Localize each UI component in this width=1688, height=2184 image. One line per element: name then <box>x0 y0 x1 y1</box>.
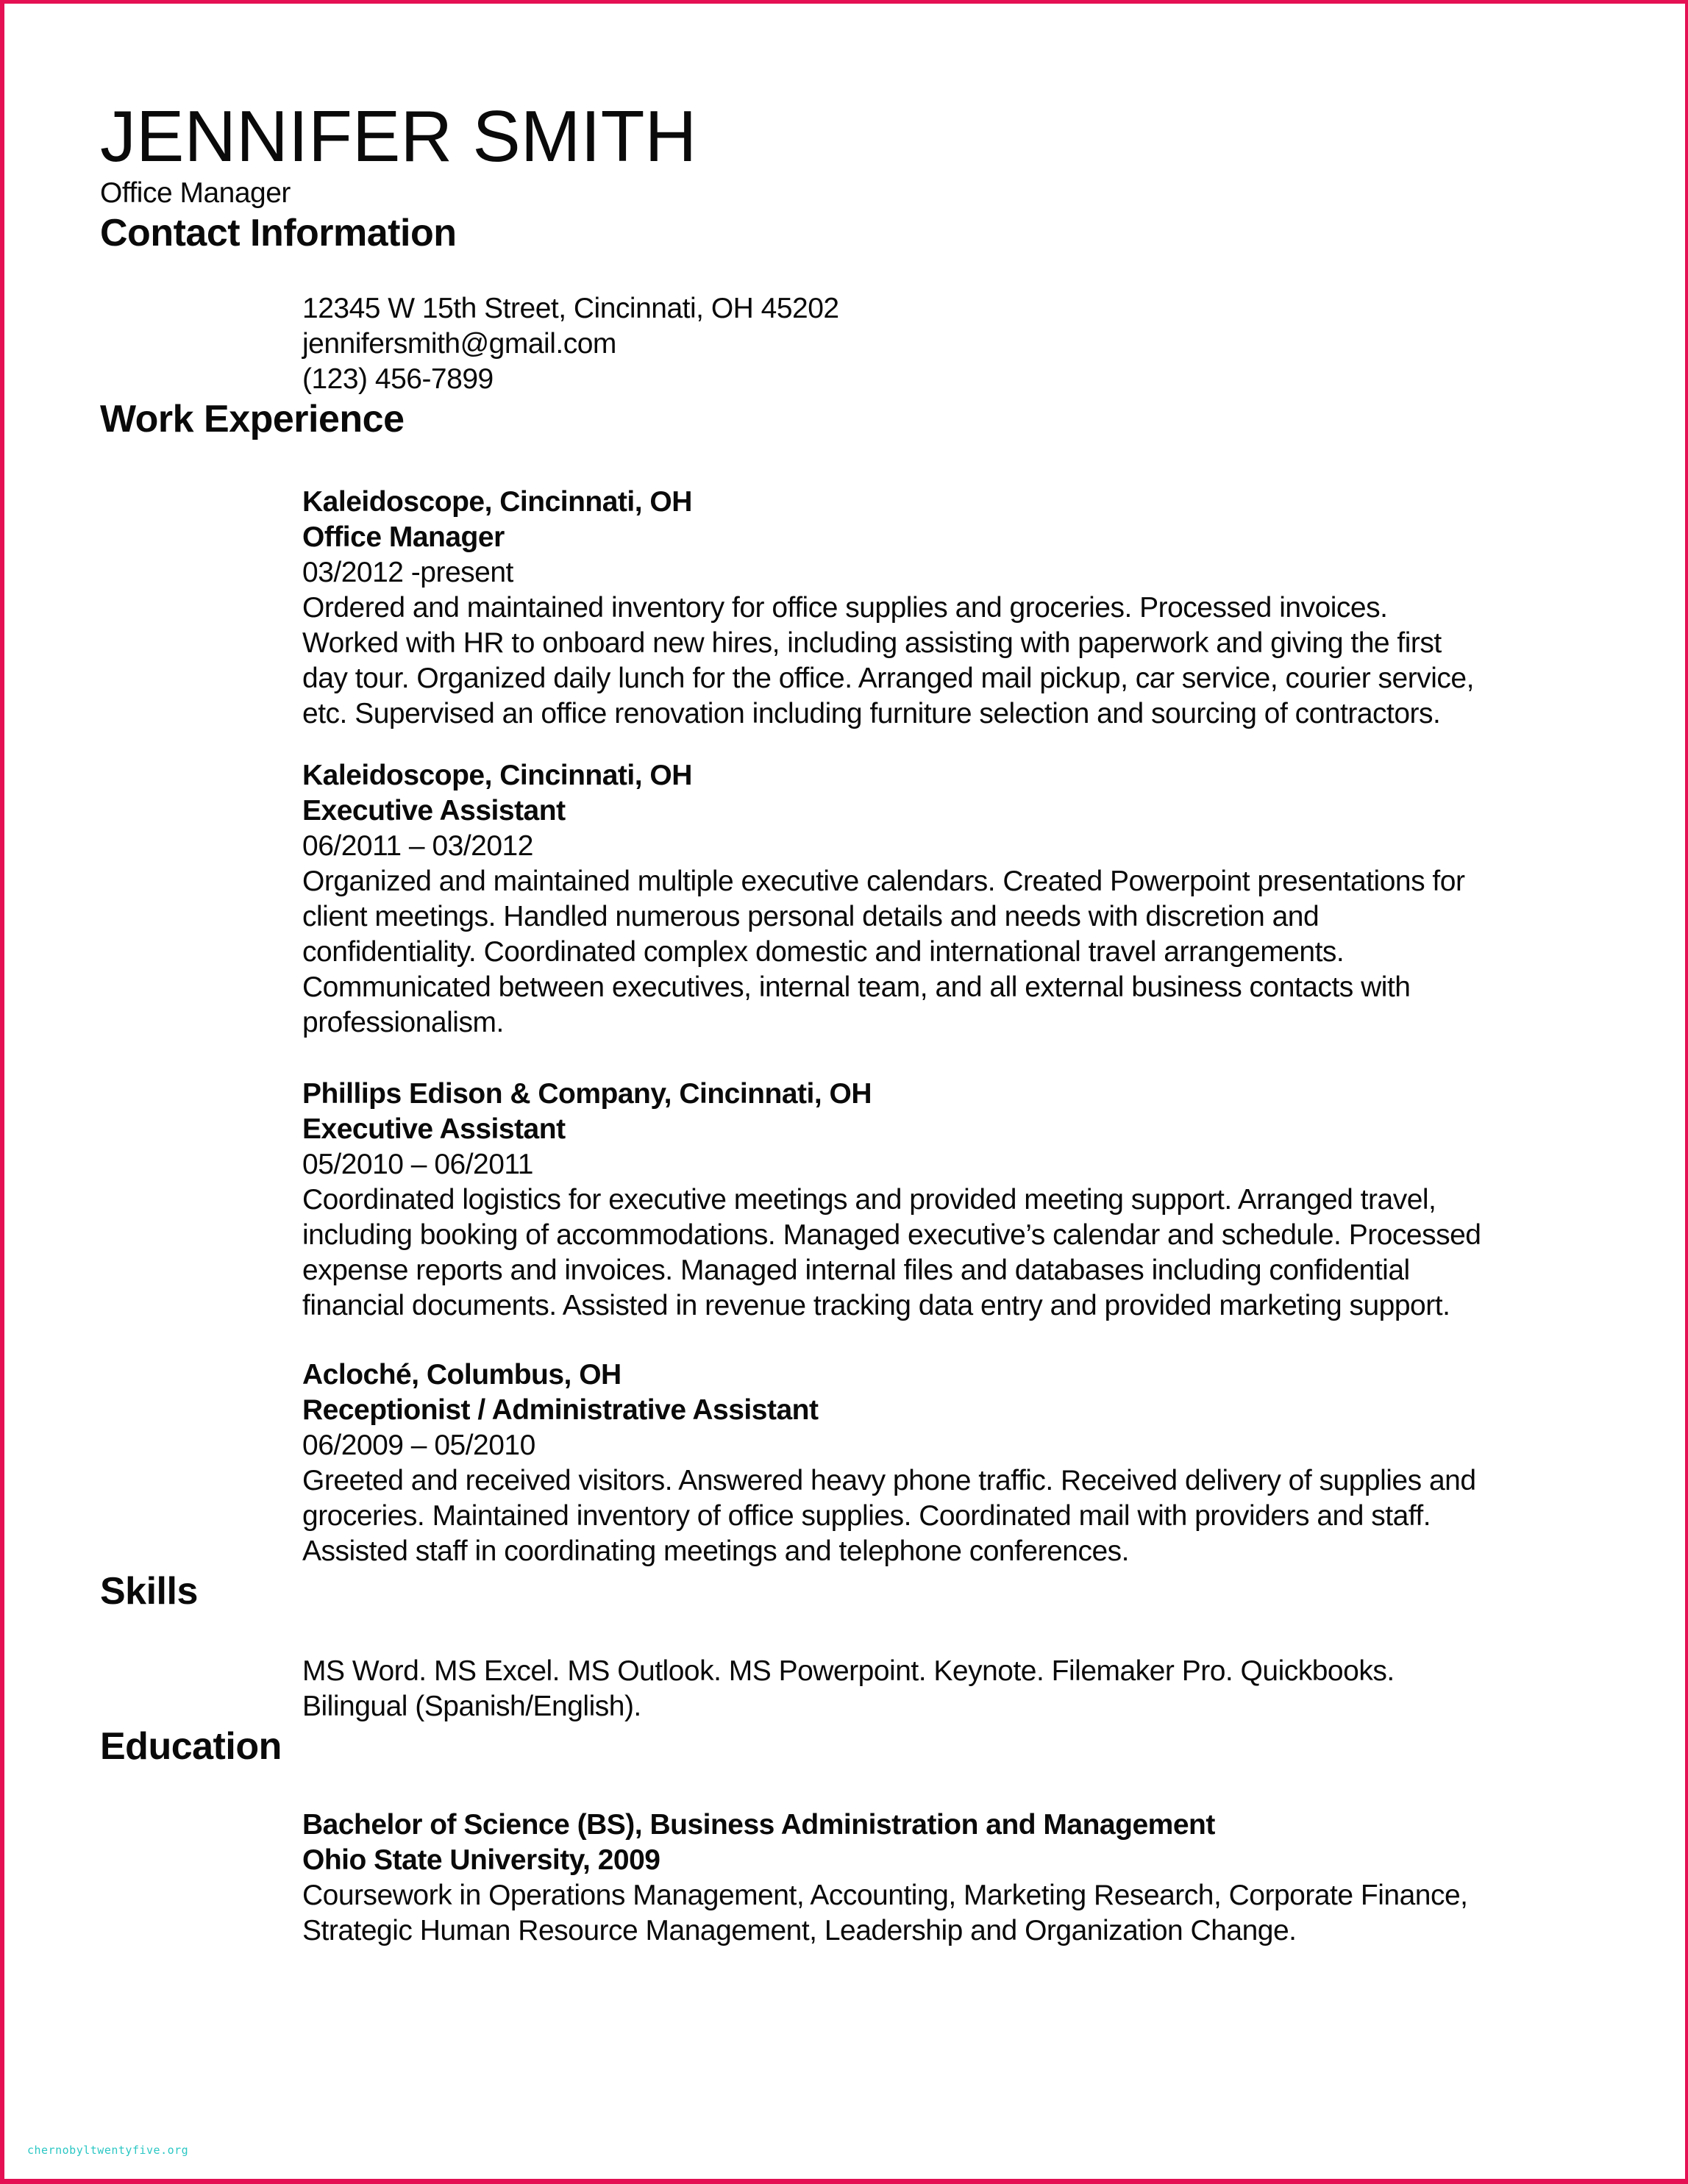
job-description-line: Ordered and maintained inventory for office supplies and groceries. Processed invoices. <box>302 592 1388 624</box>
education-block <box>302 1807 1685 1949</box>
job-entry <box>302 758 1685 1041</box>
skills-section-heading: Skills <box>100 1570 198 1613</box>
job-description-line: Coordinated logistics for executive meetings and provided meeting support. Arranged travel, <box>302 1184 1436 1216</box>
job-dates: 06/2011 – 03/2012 <box>302 830 533 862</box>
site-watermark: chernobyltwentyfive.org <box>27 2144 189 2157</box>
education-school: Ohio State University, 2009 <box>302 1844 660 1876</box>
job-role: Office Manager <box>302 521 505 553</box>
education-coursework-line: Coursework in Operations Management, Accounting, Marketing Research, Corporate Finance, <box>302 1880 1468 1911</box>
job-description-line: day tour. Organized daily lunch for the office. Arranged mail pickup, car service, courier service, <box>302 663 1474 694</box>
contact-phone: (123) 456-7899 <box>302 363 494 395</box>
job-description-line: groceries. Maintained inventory of office supplies. Coordinated mail with providers and staff. <box>302 1500 1431 1532</box>
education-section-heading: Education <box>100 1725 282 1768</box>
job-description-line: confidentiality. Coordinated complex domestic and international travel arrangements. <box>302 936 1345 968</box>
person-job-title: Office Manager <box>100 177 291 209</box>
job-description-line: Organized and maintained multiple executive calendars. Created Powerpoint presentations for <box>302 866 1465 897</box>
work-experience-section-heading: Work Experience <box>100 398 405 440</box>
job-entry <box>302 485 1685 732</box>
job-description-line: including booking of accommodations. Managed executive’s calendar and schedule. Processed <box>302 1219 1481 1251</box>
job-description-line: expense reports and invoices. Managed internal files and databases including confidential <box>302 1255 1410 1286</box>
job-description-line: Communicated between executives, internal team, and all external business contacts with <box>302 971 1411 1003</box>
job-role: Executive Assistant <box>302 1113 566 1145</box>
job-dates: 03/2012 -present <box>302 557 513 588</box>
job-company: Acloché, Columbus, OH <box>302 1359 622 1391</box>
person-name: JENNIFER SMITH <box>100 96 697 176</box>
contact-address: 12345 W 15th Street, Cincinnati, OH 45202 <box>302 293 839 324</box>
skills-line: MS Word. MS Excel. MS Outlook. MS Powerpoint. Keynote. Filemaker Pro. Quickbooks. <box>302 1655 1395 1687</box>
contact-section-heading: Contact Information <box>100 212 457 254</box>
job-description-line: client meetings. Handled numerous personal details and needs with discretion and <box>302 901 1320 932</box>
job-entry <box>302 1357 1685 1569</box>
job-description-line: Greeted and received visitors. Answered heavy phone traffic. Received delivery of supplies and <box>302 1465 1476 1496</box>
job-company: Kaleidoscope, Cincinnati, OH <box>302 760 692 791</box>
job-description-line: Assisted staff in coordinating meetings and telephone conferences. <box>302 1535 1130 1567</box>
skills-block <box>302 1654 1685 1724</box>
job-description-line: Worked with HR to onboard new hires, including assisting with paperwork and giving the first <box>302 627 1442 659</box>
contact-email: jennifersmith@gmail.com <box>302 328 616 360</box>
job-description-line: etc. Supervised an office renovation including furniture selection and sourcing of contractors. <box>302 698 1441 729</box>
contact-info-block <box>302 291 1685 397</box>
job-role: Receptionist / Administrative Assistant <box>302 1394 819 1426</box>
job-entry <box>302 1077 1685 1324</box>
education-coursework-line: Strategic Human Resource Management, Leadership and Organization Change. <box>302 1915 1297 1946</box>
job-role: Executive Assistant <box>302 795 566 827</box>
education-degree: Bachelor of Science (BS), Business Administration and Management <box>302 1809 1215 1841</box>
skills-line: Bilingual (Spanish/English). <box>302 1691 641 1722</box>
job-description-line: professionalism. <box>302 1007 504 1038</box>
job-description-line: financial documents. Assisted in revenue tracking data entry and provided marketing support. <box>302 1290 1450 1321</box>
job-company: Phillips Edison & Company, Cincinnati, OH <box>302 1078 872 1110</box>
job-company: Kaleidoscope, Cincinnati, OH <box>302 486 692 518</box>
job-dates: 05/2010 – 06/2011 <box>302 1149 533 1180</box>
job-dates: 06/2009 – 05/2010 <box>302 1430 535 1461</box>
